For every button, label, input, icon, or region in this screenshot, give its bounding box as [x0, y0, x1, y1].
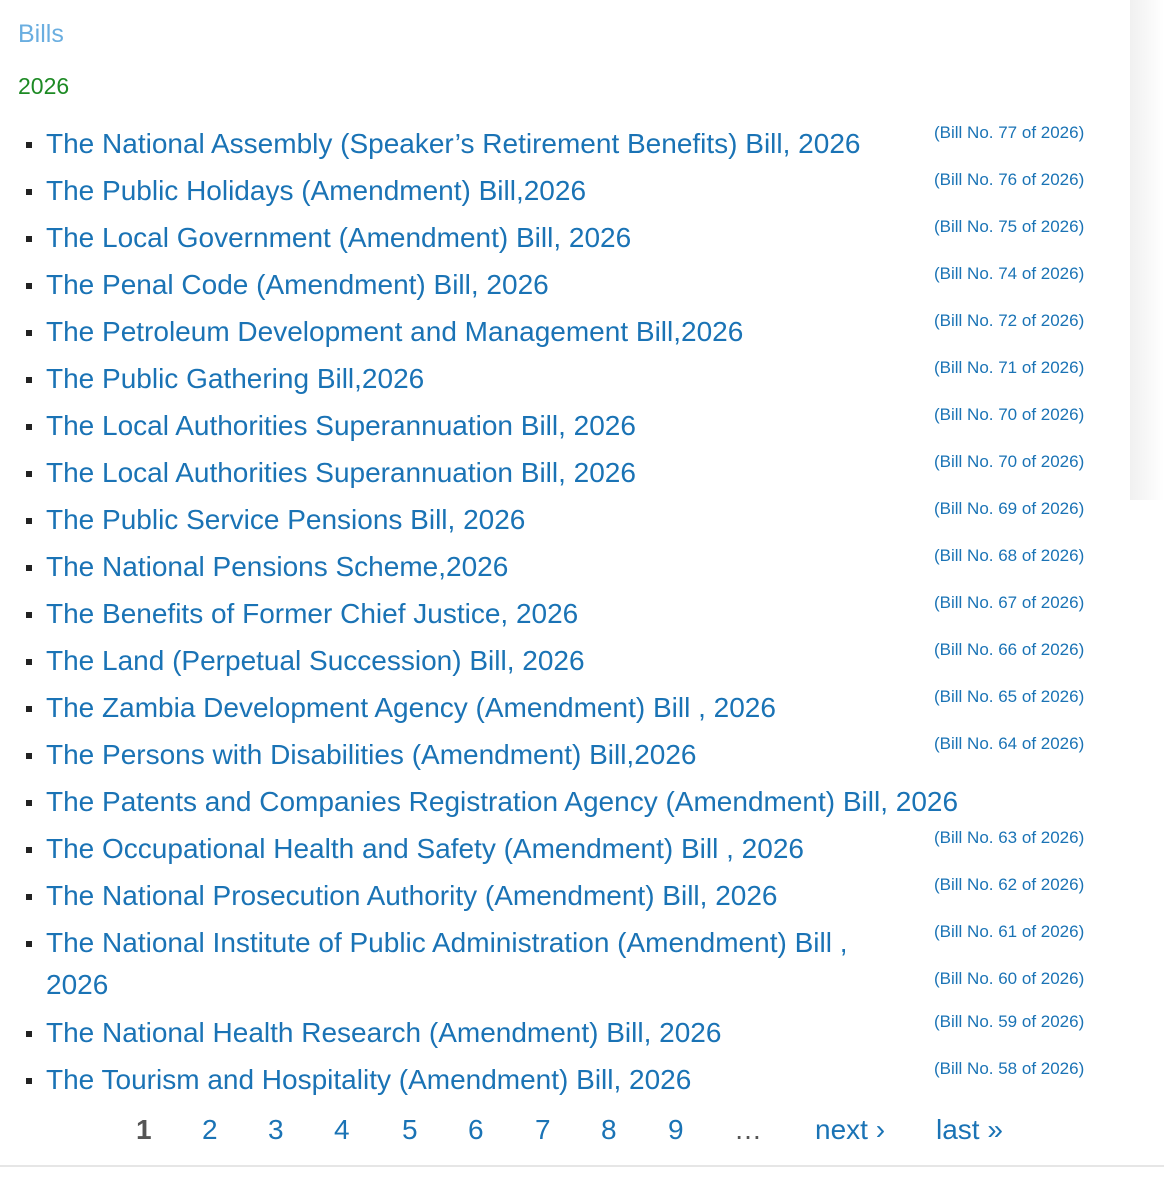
bill-title-link[interactable]: The Zambia Development Agency (Amendment) Bill , 2026	[46, 692, 776, 723]
bill-title-link[interactable]: The Tourism and Hospitality (Amendment) Bill, 2026	[46, 1064, 692, 1095]
bullet-icon	[26, 377, 32, 383]
bullet-icon	[26, 1031, 32, 1037]
bullet-icon	[26, 706, 32, 712]
bullet-icon	[26, 189, 32, 195]
bill-title-link[interactable]: The Persons with Disabilities (Amendment) Bill,2026	[46, 739, 697, 770]
bill-item	[0, 540, 1130, 587]
year-heading: 2026	[18, 73, 70, 99]
bill-item	[0, 916, 1130, 1006]
bill-title-link[interactable]: The Patents and Companies Registration Agency (Amendment) Bill, 2026	[46, 786, 959, 817]
bill-number: (Bill No. 70 of 2026)	[934, 452, 1085, 471]
bill-item	[0, 352, 1130, 399]
bill-title-link[interactable]: The Public Service Pensions Bill, 2026	[46, 504, 526, 535]
bill-number: (Bill No. 62 of 2026)	[934, 875, 1085, 894]
bill-title-link[interactable]: The Public Holidays (Amendment) Bill,2026	[46, 175, 587, 206]
bullet-icon	[26, 753, 32, 759]
bullet-icon	[26, 424, 32, 430]
scroll-shadow	[1130, 0, 1164, 500]
bill-item	[0, 117, 1130, 164]
bill-number: (Bill No. 74 of 2026)	[934, 264, 1085, 283]
bill-item	[0, 258, 1130, 305]
bill-number: (Bill No. 67 of 2026)	[934, 593, 1085, 612]
bullet-icon	[26, 1078, 32, 1084]
bill-item	[0, 493, 1130, 540]
bullet-icon	[26, 659, 32, 665]
bullet-icon	[26, 612, 32, 618]
pager-page-link[interactable]: 6	[468, 1114, 484, 1145]
bill-item	[0, 399, 1130, 446]
bill-item	[0, 728, 1130, 775]
bill-title-link[interactable]: The Land (Perpetual Succession) Bill, 2026	[46, 645, 585, 676]
pager-page-link[interactable]: 8	[601, 1114, 617, 1145]
bill-number: (Bill No. 75 of 2026)	[934, 217, 1085, 236]
bill-number: (Bill No. 64 of 2026)	[934, 734, 1085, 753]
bullet-icon	[26, 800, 32, 806]
pager-page-link[interactable]: 7	[535, 1114, 551, 1145]
bullet-icon	[26, 142, 32, 148]
bill-title-link[interactable]: The Petroleum Development and Management Bill,2026	[46, 316, 744, 347]
bill-number: (Bill No. 66 of 2026)	[934, 640, 1085, 659]
bill-item	[0, 211, 1130, 258]
pager-page-link[interactable]: 2	[202, 1114, 218, 1145]
pager-next-link[interactable]: next ›	[815, 1114, 886, 1145]
bill-number: (Bill No. 61 of 2026)	[934, 922, 1085, 941]
bill-number: (Bill No. 60 of 2026)	[934, 969, 1085, 988]
bill-item	[0, 634, 1130, 681]
bill-number: (Bill No. 76 of 2026)	[934, 170, 1085, 189]
pager-current-page: 1	[136, 1114, 152, 1145]
bill-title-link[interactable]: The National Health Research (Amendment) Bill, 2026	[46, 1017, 722, 1048]
bill-number: (Bill No. 65 of 2026)	[934, 687, 1085, 706]
bill-item	[0, 305, 1130, 352]
bill-item	[0, 587, 1130, 634]
bill-title-link[interactable]: The National Pensions Scheme,2026	[46, 551, 509, 582]
bill-title-link[interactable]: The Local Authorities Superannuation Bill, 2026	[46, 410, 636, 441]
bullet-icon	[26, 236, 32, 242]
bottom-divider	[0, 1165, 1164, 1167]
bill-item	[0, 775, 1130, 822]
bullet-icon	[26, 471, 32, 477]
bill-item	[0, 822, 1130, 869]
bill-item	[0, 869, 1130, 916]
pager-page-link[interactable]: 4	[334, 1114, 350, 1145]
bill-item	[0, 1006, 1130, 1053]
bill-number: (Bill No. 69 of 2026)	[934, 499, 1085, 518]
pager-page-link[interactable]: 5	[402, 1114, 418, 1145]
breadcrumb-bills[interactable]: Bills	[18, 20, 64, 48]
bill-title-link[interactable]: The National Assembly (Speaker’s Retirement Benefits) Bill, 2026	[46, 128, 861, 159]
bill-number: (Bill No. 72 of 2026)	[934, 311, 1085, 330]
bill-title-link[interactable]: The Local Government (Amendment) Bill, 2026	[46, 222, 632, 253]
bill-number: (Bill No. 59 of 2026)	[934, 1012, 1085, 1031]
bill-title-link[interactable]: The Local Authorities Superannuation Bill, 2026	[46, 457, 636, 488]
pager-page-link[interactable]: 3	[268, 1114, 284, 1145]
bullet-icon	[26, 894, 32, 900]
bill-number: (Bill No. 58 of 2026)	[934, 1059, 1085, 1078]
bullet-icon	[26, 283, 32, 289]
bill-item	[0, 1053, 1130, 1100]
bill-number: (Bill No. 68 of 2026)	[934, 546, 1085, 565]
bill-title-link[interactable]: The Benefits of Former Chief Justice, 2026	[46, 598, 579, 629]
bullet-icon	[26, 330, 32, 336]
bill-title-link[interactable]: The National Prosecution Authority (Amendment) Bill, 2026	[46, 880, 778, 911]
bill-title-link[interactable]: The Occupational Health and Safety (Amendment) Bill , 2026	[46, 833, 804, 864]
bill-list	[0, 117, 1130, 1100]
bill-number: (Bill No. 71 of 2026)	[934, 358, 1085, 377]
pager-last-link[interactable]: last »	[936, 1114, 1003, 1145]
bill-item	[0, 681, 1130, 728]
bill-item	[0, 446, 1130, 493]
bullet-icon	[26, 518, 32, 524]
bill-item	[0, 164, 1130, 211]
bill-title-link[interactable]: The National Institute of Public Administration (Amendment) Bill , 2026	[46, 927, 848, 1000]
bill-number: (Bill No. 70 of 2026)	[934, 405, 1085, 424]
pager-ellipsis: …	[734, 1114, 762, 1145]
bill-number: (Bill No. 63 of 2026)	[934, 828, 1085, 847]
bill-title-link[interactable]: The Penal Code (Amendment) Bill, 2026	[46, 269, 549, 300]
bullet-icon	[26, 565, 32, 571]
bullet-icon	[26, 941, 32, 947]
bill-number: (Bill No. 77 of 2026)	[934, 123, 1085, 142]
pager-page-link[interactable]: 9	[668, 1114, 684, 1145]
bullet-icon	[26, 847, 32, 853]
pagination	[0, 1114, 1164, 1154]
bill-title-link[interactable]: The Public Gathering Bill,2026	[46, 363, 425, 394]
